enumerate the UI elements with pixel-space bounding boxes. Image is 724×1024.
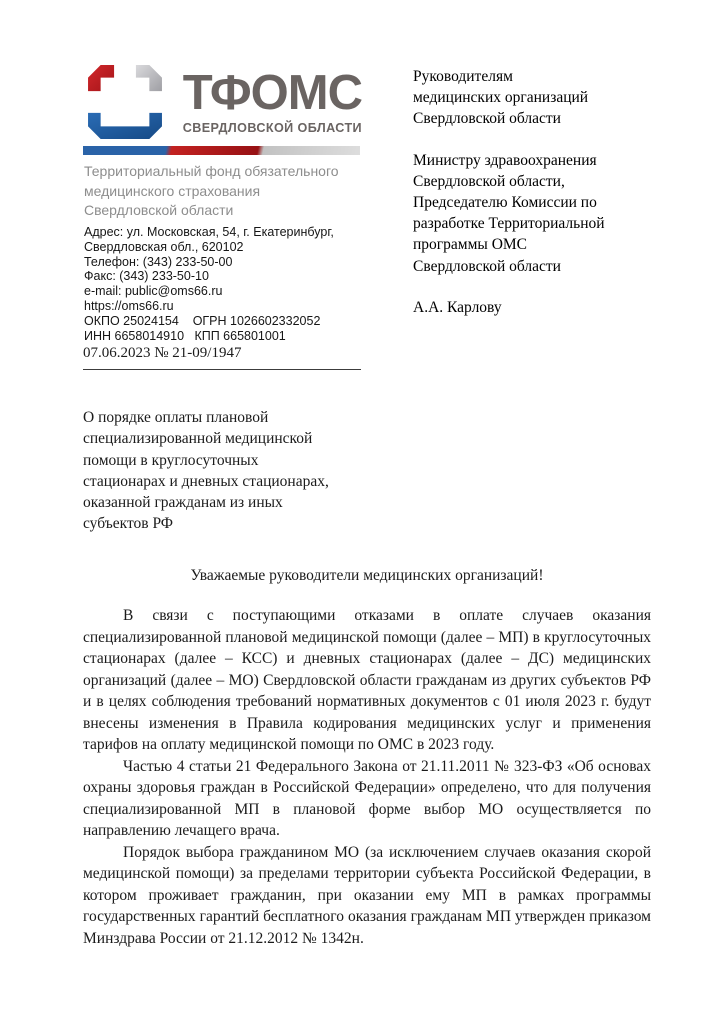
recipient-line: Министру здравоохранения — [413, 151, 597, 169]
recipient-line: разработке Территориальной — [413, 215, 605, 233]
okpo-ogrn-line: ОКПО 25024154 ОГРН 1026602332052 — [84, 313, 321, 328]
email-line: e-mail: public@oms66.ru — [84, 284, 223, 299]
logo-subtitle: СВЕРДЛОВСКОЙ ОБЛАСТИ — [182, 121, 362, 135]
recipient-line: Свердловской области — [413, 257, 561, 275]
phone-line: Телефон: (343) 233-50-00 — [84, 254, 233, 269]
recipient-name: А.А. Карлову — [413, 298, 502, 316]
website-line: https://oms66.ru — [84, 298, 174, 313]
recipient-person — [413, 297, 663, 318]
address-line: Свердловская обл., 620102 — [84, 239, 244, 254]
tfoms-cross-icon — [83, 60, 167, 144]
body-paragraph: В связи с поступающими отказами в оплате случаев оказания специализированной плановой медицинской помощи (далее – МП) в круглосуточных стационарах (далее – КСС) и дневных стационарах (далее – ДС) медицинских организаций (далее – МО) Свердловской области гражданам из других субъектов РФ и в целях соблюдения требований нормативных документов с 01 июля 2023 г. будут внесены изменения в Правила кодирования медицинских услуг и применения тарифов на оплату медицинской помощи по ОМС в 2023 году. — [83, 607, 651, 753]
body-paragraph: Частью 4 статьи 21 Федерального Закона от 21.11.2011 № 323-ФЗ «Об основах охраны здоровья граждан в Российской Федерации» определено, что для получения специализированной МП в плановой форме выбор МО осуществляется по направлению лечащего врача. — [83, 757, 651, 839]
recipient-line: Свердловской области — [413, 110, 561, 128]
reference-underline — [83, 369, 361, 370]
subject-line: стационарах и дневных стационарах, — [83, 472, 329, 490]
fax-line: Факс: (343) 233-50-10 — [84, 269, 209, 284]
recipient-group-minister — [413, 150, 663, 277]
subject-line: специализированной медицинской — [83, 430, 313, 448]
logo-title: ТФОМС — [182, 66, 362, 120]
recipient-line: Свердловской области, — [413, 172, 565, 190]
letter-body — [83, 605, 651, 949]
address-line: Адрес: ул. Московская, 54, г. Екатеринбург, — [84, 225, 334, 239]
recipient-line: Руководителям — [413, 68, 513, 85]
org-logo — [83, 58, 362, 146]
body-paragraph: Порядок выбора гражданином МО (за исключением случаев оказания скорой медицинской помощи) за пределами территории субъекта Российской Федерации, в котором проживает гражданин, при оказании ему МП в рамках программы государственных гарантий бесплатного оказания гражданам МП утвержден приказом Минздрава России от 21.12.2012 № 1342н. — [83, 843, 651, 947]
org-name-line: Свердловской области — [84, 202, 234, 218]
logo-wordmark — [167, 66, 362, 135]
recipients-block — [413, 66, 663, 318]
subject-line: субъектов РФ — [83, 515, 174, 533]
org-name-line: Территориальный фонд обязательного — [84, 163, 339, 179]
recipient-group-heads — [413, 66, 663, 130]
tricolor-stripe — [83, 146, 360, 155]
org-full-name — [84, 162, 374, 221]
inn-kpp-line: ИНН 6658014910 КПП 665801001 — [84, 328, 286, 343]
recipient-line: медицинских организаций — [413, 89, 589, 107]
subject-line: помощи в круглосуточных — [83, 451, 259, 469]
subject-line: О порядке оплаты плановой — [83, 409, 269, 426]
letter-subject — [83, 407, 413, 535]
recipient-line: Председателю Комиссии по — [413, 194, 597, 212]
recipient-line: программы ОМС — [413, 236, 528, 254]
sender-requisites — [84, 225, 384, 343]
salutation: Уважаемые руководители медицинских организаций! — [190, 567, 544, 584]
letter-date-number: 07.06.2023 № 21-09/1947 — [83, 345, 242, 361]
subject-line: оказанной гражданам из иных — [83, 494, 283, 512]
org-name-line: медицинского страхования — [84, 182, 261, 199]
